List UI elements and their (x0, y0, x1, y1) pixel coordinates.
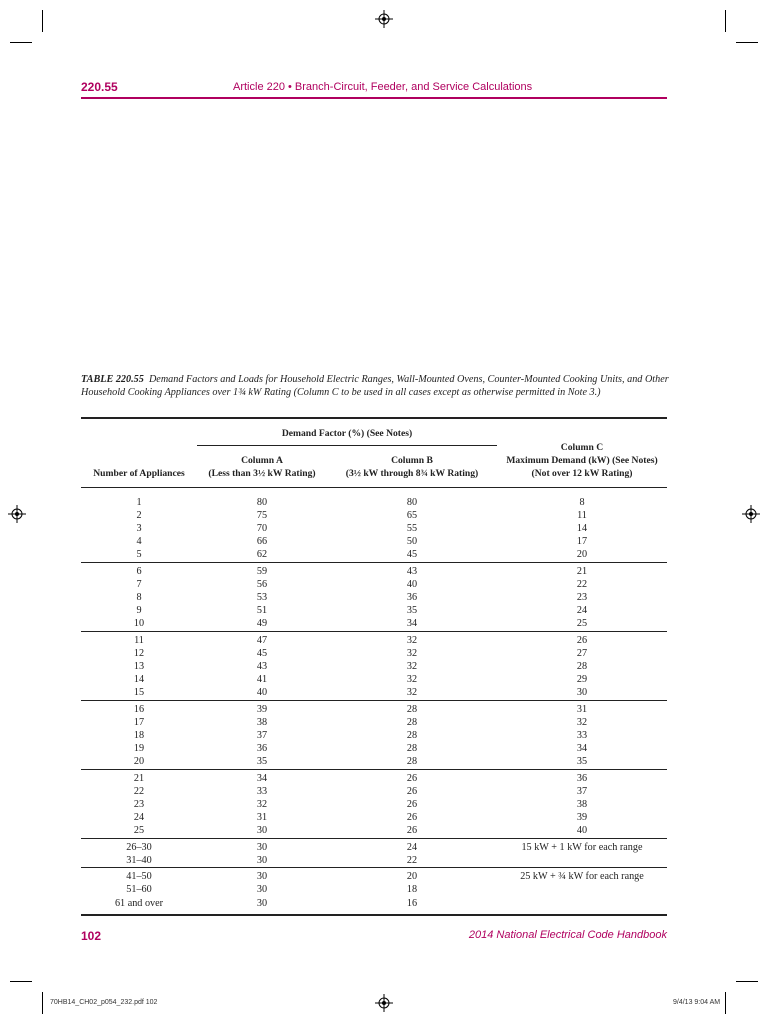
column-b-cell: 65 (406, 509, 418, 521)
column-a-cell: 30 (197, 868, 327, 884)
column-c-cell: 25 (576, 618, 588, 630)
column-a-cell: 53 (256, 592, 268, 604)
crop-mark (725, 992, 726, 1014)
column-c-cell: 14 (576, 523, 588, 535)
table-row (81, 631, 667, 647)
column-a-cell: 45 (256, 647, 268, 659)
column-c-cell (497, 854, 667, 868)
group-header: Demand Factor (%) (See Notes) (197, 427, 497, 446)
column-a-cell: 33 (256, 785, 268, 797)
column-a-cell: 36 (256, 743, 268, 755)
table-row (81, 755, 667, 769)
table-row (81, 824, 667, 838)
column-b-cell: 24 (327, 838, 497, 854)
page-number: 102 (81, 929, 102, 943)
column-a-cell: 30 (256, 825, 268, 837)
table-row (81, 700, 667, 716)
appliance-count-cell: 1 (136, 496, 142, 508)
appliance-count-cell: 9 (136, 605, 142, 617)
column-b-cell: 22 (406, 854, 418, 866)
column-b-cell: 36 (406, 592, 418, 604)
crop-mark (10, 981, 32, 982)
column-a-cell: 59 (197, 562, 327, 578)
table-row (81, 769, 667, 785)
appliance-count-cell: 24 (133, 812, 145, 824)
table-row (81, 686, 667, 700)
column-b-cell: 80 (406, 496, 418, 508)
column-b-cell: 26 (327, 769, 497, 785)
appliance-count-cell: 23 (133, 799, 145, 811)
column-b-cell: 32 (406, 687, 418, 699)
table-row (81, 647, 667, 660)
column-b-cell: 45 (406, 549, 418, 561)
column-c-cell: 34 (576, 743, 588, 755)
column-a-cell: 40 (256, 687, 268, 699)
column-b-cell: 34 (406, 618, 418, 630)
appliance-count-cell: 25 (133, 825, 145, 837)
column-b-cell: 35 (406, 605, 418, 617)
crop-mark (42, 10, 43, 32)
table-row (81, 660, 667, 673)
article-title: Article 220 • Branch-Circuit, Feeder, and Service Calculations (233, 81, 533, 93)
column-a-cell: 35 (256, 756, 268, 768)
appliance-count-cell: 19 (133, 743, 145, 755)
column-a-cell: 47 (197, 631, 327, 647)
table-row (81, 548, 667, 562)
appliance-count-cell: 21 (81, 769, 197, 785)
column-b-cell: 28 (327, 700, 497, 716)
column-c-cell: 32 (576, 716, 588, 728)
column-b-cell: 32 (406, 647, 418, 659)
column-b-cell: 32 (327, 631, 497, 647)
column-c-header: Column C Maximum Demand (kW) (See Notes) (Not over 12 kW Rating) (506, 442, 658, 480)
column-a-cell: 30 (197, 838, 327, 854)
header-rule (81, 97, 667, 99)
table-row (81, 591, 667, 604)
column-b-cell: 28 (406, 743, 418, 755)
column-a-cell: 30 (256, 884, 268, 896)
column-a-cell: 30 (256, 854, 268, 866)
appliance-count-cell: 26–30 (81, 838, 197, 854)
table-row (81, 522, 667, 535)
column-a-cell: 43 (256, 661, 268, 673)
table-caption-text: Demand Factors and Loads for Household Electric Ranges, Wall-Mounted Ovens, Counter-Mounted Cooking Units, and Other Household Cooking Appliances over 1¾ kW Rating (Column C to be used in all cases except as otherwise permitted in Note 3.) (81, 374, 669, 398)
crop-mark (736, 42, 758, 43)
column-c-cell: 33 (576, 730, 588, 742)
table-row (81, 883, 667, 896)
table-row (81, 868, 667, 884)
column-appliances-header: Number of Appliances (93, 468, 185, 480)
column-c-cell: 25 kW + ¾ kW for each range (497, 868, 667, 884)
appliance-count-cell: 61 and over (81, 897, 197, 915)
table-row (81, 535, 667, 548)
column-c-cell: 29 (576, 674, 588, 686)
column-a-cell: 66 (256, 536, 268, 548)
column-a-cell: 75 (256, 509, 268, 521)
column-b-cell: 32 (406, 661, 418, 673)
column-b-cell: 28 (406, 756, 418, 768)
column-c-cell: 20 (576, 549, 588, 561)
column-b-header: Column B (3½ kW through 8¾ kW Rating) (345, 455, 479, 480)
column-c-cell: 36 (497, 769, 667, 785)
table-row (81, 673, 667, 686)
crop-mark (736, 981, 758, 982)
column-c-cell: 40 (576, 825, 588, 837)
column-c-cell: 11 (577, 509, 587, 521)
registration-mark-icon (375, 10, 393, 28)
column-a-cell: 70 (256, 523, 268, 535)
table-row (81, 604, 667, 617)
appliance-count-cell: 16 (81, 700, 197, 716)
column-c-cell (497, 883, 667, 896)
column-c-cell: 22 (576, 578, 588, 590)
column-c-cell: 15 kW + 1 kW for each range (497, 838, 667, 854)
column-b-cell: 50 (406, 536, 418, 548)
file-slug: 70HB14_CH02_p054_232.pdf 102 (50, 999, 158, 1006)
registration-mark-icon (375, 994, 393, 1012)
column-a-cell: 62 (256, 549, 268, 561)
registration-mark-icon (8, 505, 26, 523)
column-c-cell: 39 (576, 812, 588, 824)
table-row (81, 798, 667, 811)
crop-mark (725, 10, 726, 32)
crop-mark (10, 42, 32, 43)
column-b-cell: 16 (327, 897, 497, 915)
appliance-count-cell: 6 (81, 562, 197, 578)
column-b-cell: 20 (327, 868, 497, 884)
column-c-cell: 24 (576, 605, 588, 617)
column-a-cell: 51 (256, 605, 268, 617)
column-c-cell (497, 897, 667, 915)
table-row (81, 716, 667, 729)
column-a-cell: 39 (197, 700, 327, 716)
column-b-cell: 28 (406, 716, 418, 728)
column-b-cell: 26 (406, 825, 418, 837)
column-b-cell: 26 (406, 812, 418, 824)
column-c-cell: 35 (576, 756, 588, 768)
column-a-cell: 56 (256, 578, 268, 590)
table-row (81, 838, 667, 854)
appliance-count-cell: 20 (133, 756, 145, 768)
column-b-cell: 18 (406, 884, 418, 896)
crop-mark (42, 992, 43, 1014)
column-c-cell: 37 (576, 785, 588, 797)
table-row (81, 562, 667, 578)
column-c-cell: 28 (576, 661, 588, 673)
column-b-cell: 40 (406, 578, 418, 590)
appliance-count-cell: 11 (81, 631, 197, 647)
table-row (81, 785, 667, 798)
column-b-cell: 55 (406, 523, 418, 535)
column-c-cell: 8 (579, 496, 585, 508)
column-a-cell: 30 (197, 897, 327, 915)
column-b-cell: 32 (406, 674, 418, 686)
column-a-cell: 34 (197, 769, 327, 785)
column-b-cell: 26 (406, 785, 418, 797)
appliance-count-cell: 41–50 (81, 868, 197, 884)
column-b-cell: 26 (406, 799, 418, 811)
column-a-cell: 41 (256, 674, 268, 686)
appliance-count-cell: 51–60 (126, 884, 152, 896)
table-row (81, 496, 667, 509)
section-number: 220.55 (81, 80, 118, 94)
table-caption (81, 373, 671, 399)
column-c-cell: 21 (497, 562, 667, 578)
table-row (81, 811, 667, 824)
column-c-cell: 26 (497, 631, 667, 647)
appliance-count-cell: 15 (133, 687, 145, 699)
appliance-count-cell: 2 (136, 509, 142, 521)
table-row (81, 578, 667, 591)
column-a-header: Column A (Less than 3½ kW Rating) (208, 455, 316, 480)
appliance-count-cell: 17 (133, 716, 145, 728)
column-c-cell: 17 (576, 536, 588, 548)
appliance-count-cell: 3 (136, 523, 142, 535)
appliance-count-cell: 4 (136, 536, 142, 548)
appliance-count-cell: 5 (136, 549, 142, 561)
appliance-count-cell: 13 (133, 661, 145, 673)
column-c-cell: 31 (497, 700, 667, 716)
registration-mark-icon (742, 505, 760, 523)
appliance-count-cell: 18 (133, 730, 145, 742)
table-row (81, 509, 667, 522)
column-c-cell: 38 (576, 799, 588, 811)
column-c-cell: 30 (576, 687, 588, 699)
table-row (81, 854, 667, 868)
appliance-count-cell: 14 (133, 674, 145, 686)
column-a-cell: 80 (256, 496, 268, 508)
table-row (81, 617, 667, 631)
appliance-count-cell: 22 (133, 785, 145, 797)
book-title: 2014 National Electrical Code Handbook (468, 929, 667, 941)
column-a-cell: 49 (256, 618, 268, 630)
demand-factor-table (81, 417, 667, 916)
table-label: TABLE 220.55 (81, 374, 144, 385)
table-row (81, 729, 667, 742)
column-a-cell: 31 (256, 812, 268, 824)
appliance-count-cell: 7 (136, 578, 142, 590)
column-b-cell: 28 (406, 730, 418, 742)
column-c-cell: 23 (576, 592, 588, 604)
appliance-count-cell: 31–40 (126, 854, 152, 866)
appliance-count-cell: 10 (133, 618, 145, 630)
column-a-cell: 38 (256, 716, 268, 728)
column-a-cell: 37 (256, 730, 268, 742)
running-header (81, 80, 667, 98)
table-row (81, 897, 667, 915)
column-b-cell: 43 (327, 562, 497, 578)
date-slug: 9/4/13 9:04 AM (673, 999, 721, 1006)
table-row (81, 742, 667, 755)
column-a-cell: 32 (256, 799, 268, 811)
column-c-cell: 27 (576, 647, 588, 659)
appliance-count-cell: 12 (133, 647, 145, 659)
appliance-count-cell: 8 (136, 592, 142, 604)
